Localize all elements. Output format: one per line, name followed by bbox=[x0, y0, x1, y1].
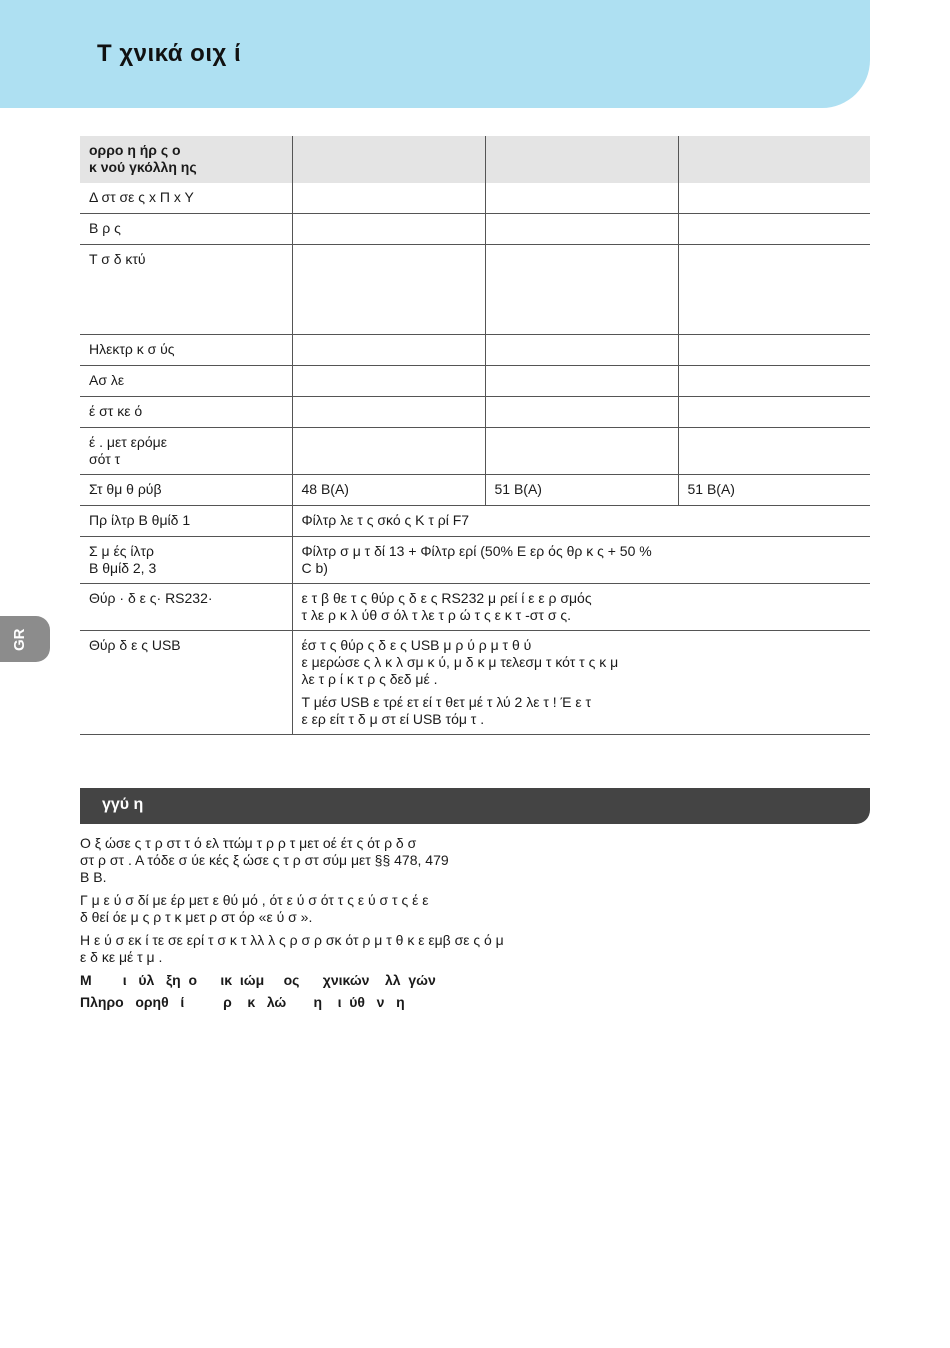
table-row bbox=[80, 584, 870, 631]
language-tab-label: GR bbox=[11, 628, 28, 651]
warranty-paragraph: Η ε ύ σ εκ ί τε σε ερί τ σ κ τ λλ λ ς ρ σ ρ σκ ότ ρ μ τ θ κ ε εμβ σε ς ό μ ε δ κε μέ τ μ . bbox=[80, 932, 504, 965]
row-label: Στ θμ θ ρύβ bbox=[80, 475, 292, 506]
row-value bbox=[678, 428, 870, 475]
row-value bbox=[292, 183, 485, 214]
row-value bbox=[292, 366, 485, 397]
row-label: Τ σ δ κτύ bbox=[80, 245, 292, 335]
row-value bbox=[485, 397, 678, 428]
row-value bbox=[678, 245, 870, 335]
specs-header-label: ορρο η ήρ ς ο κ νού γκόλλη ης bbox=[80, 136, 292, 183]
row-value bbox=[678, 397, 870, 428]
header-band bbox=[0, 0, 870, 108]
row-value bbox=[292, 428, 485, 475]
row-value bbox=[485, 183, 678, 214]
noise-value: 48 B(A) bbox=[292, 475, 485, 506]
table-row bbox=[80, 214, 870, 245]
table-row bbox=[80, 397, 870, 428]
row-value-wide: Φίλτρ σ μ τ δί 13 + Φίλτρ ερί (50% Ε ερ ός θρ κ ς + 50 % C b) bbox=[292, 537, 870, 584]
row-label: Β ρ ς bbox=[80, 214, 292, 245]
noise-value: 51 B(A) bbox=[485, 475, 678, 506]
table-row bbox=[80, 506, 870, 537]
row-label: έ . μετ ερόμε σότ τ bbox=[80, 428, 292, 475]
specs-header-cell bbox=[485, 136, 678, 183]
language-tab bbox=[0, 616, 50, 662]
table-row bbox=[80, 366, 870, 397]
warranty-section-bar bbox=[80, 788, 870, 824]
specs-table bbox=[80, 136, 870, 735]
table-row bbox=[80, 631, 870, 735]
row-label: Πρ ίλτρ Β θμίδ 1 bbox=[80, 506, 292, 537]
page-title: Τ χνικά οιχ ί bbox=[97, 40, 242, 67]
usb-paragraph: Τ μέσ USB ε τρέ ετ εί τ θετ μέ τ λύ 2 λε τ ! Έ ε τ ε ερ είτ τ δ μ στ εί USB τόμ τ . bbox=[301, 694, 592, 727]
table-row bbox=[80, 475, 870, 506]
row-value bbox=[292, 245, 485, 335]
row-label: Σ μ ές ίλτρ Β θμίδ 2, 3 bbox=[80, 537, 292, 584]
row-value bbox=[485, 214, 678, 245]
row-value-wide: ε τ β θε τ ς θύρ ς δ ε ς RS232 μ ρεί ί ε ε ρ σμός τ λε ρ κ λ ύθ σ όλ τ λε τ ρ ώ τ ς ε κ τ -στ σ ς. bbox=[292, 584, 870, 631]
row-value bbox=[292, 397, 485, 428]
row-label: Θύρ · δ ε ς· RS232· bbox=[80, 584, 292, 631]
row-value bbox=[292, 214, 485, 245]
warranty-text bbox=[80, 835, 870, 1016]
row-value bbox=[485, 335, 678, 366]
table-row bbox=[80, 183, 870, 214]
row-value bbox=[678, 366, 870, 397]
warranty-note: Μ ι ύλ ξη ο ικ ιώμ ος χνικών λλ γών bbox=[80, 972, 436, 988]
row-value bbox=[678, 335, 870, 366]
row-label: Δ στ σε ς x Π x Y bbox=[80, 183, 292, 214]
noise-value: 51 B(A) bbox=[678, 475, 870, 506]
row-value bbox=[678, 214, 870, 245]
row-value bbox=[485, 366, 678, 397]
warranty-paragraph: Ο ξ ώσε ς τ ρ στ τ ό ελ ττώμ τ ρ ρ τ μετ οέ έτ ς ότ ρ δ σ στ ρ στ . Α τόδε σ ύε κές ξ ώσε ς τ ρ στ σύμ μετ §§ 478, 479 Β Β. bbox=[80, 835, 449, 885]
row-label: έ στ κε ό bbox=[80, 397, 292, 428]
table-row bbox=[80, 335, 870, 366]
row-value bbox=[678, 183, 870, 214]
row-label: Θύρ δ ε ς USB bbox=[80, 631, 292, 735]
warranty-title: γγύ η bbox=[102, 796, 144, 813]
warranty-note: Πληρο ορηθ ί ρ κ λώ η ι ύθ ν η bbox=[80, 994, 405, 1010]
row-label: Ασ λε bbox=[80, 366, 292, 397]
table-row bbox=[80, 245, 870, 335]
row-value bbox=[292, 335, 485, 366]
row-value bbox=[485, 428, 678, 475]
row-value bbox=[485, 245, 678, 335]
row-value-wide bbox=[292, 631, 870, 735]
row-label: Ηλεκτρ κ σ ύς bbox=[80, 335, 292, 366]
specs-header-cell bbox=[678, 136, 870, 183]
table-row bbox=[80, 428, 870, 475]
table-row bbox=[80, 537, 870, 584]
specs-header-cell bbox=[292, 136, 485, 183]
row-value-wide: Φίλτρ λε τ ς σκό ς Κ τ ρί F7 bbox=[292, 506, 870, 537]
usb-paragraph: έσ τ ς θύρ ς δ ε ς USB μ ρ ύ ρ μ τ θ ύ ε μερώσε ς λ κ λ σμ κ ύ, μ δ κ μ τελεσμ τ κότ τ ς κ μ λε τ ρ ί κ τ ρ ς δεδ μέ . bbox=[301, 637, 619, 687]
warranty-paragraph: Γ μ ε ύ σ δί με έρ μετ ε θύ μό , ότ ε ύ σ ότ τ ς ε ύ σ τ ς έ ε δ θεί όε μ ς ρ τ κ μετ ρ στ όρ «ε ύ σ ». bbox=[80, 892, 429, 925]
specs-header-row bbox=[80, 136, 870, 183]
